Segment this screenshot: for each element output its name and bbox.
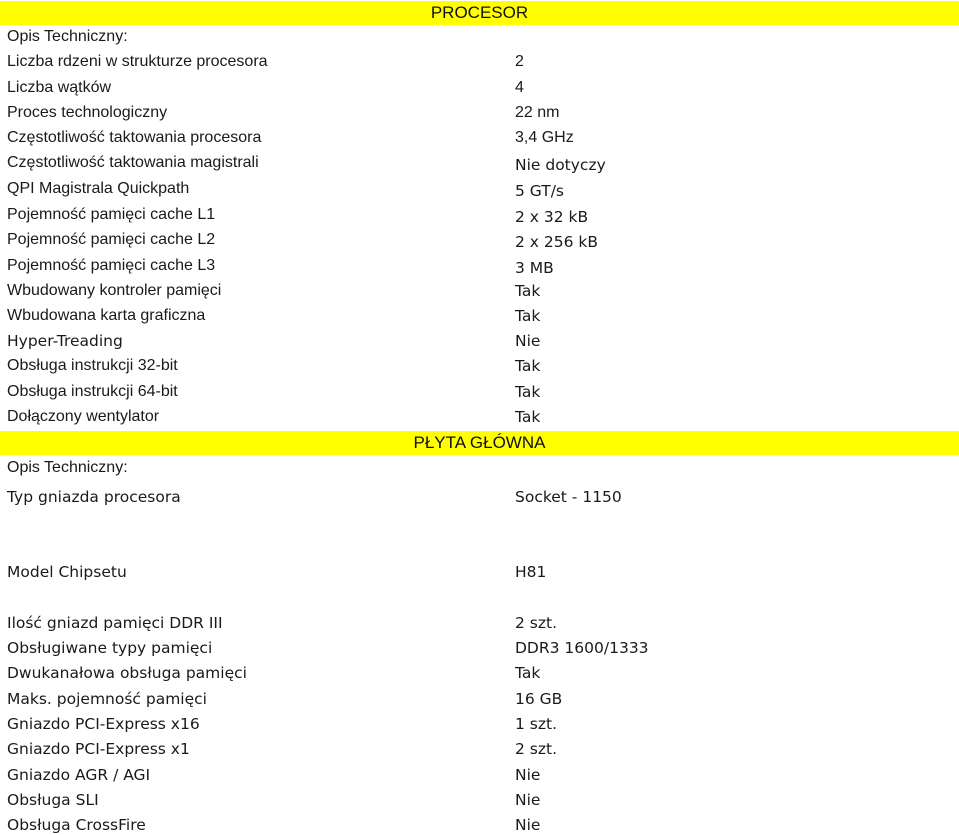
motherboard-row-label: Dwukanałowa obsługa pamięci [7,664,247,682]
processor-row-value: 5 GT/s [515,182,565,200]
motherboard-row-value: DDR3 1600/1333 [515,639,649,657]
motherboard-row-label: Typ gniazda procesora [7,488,181,506]
processor-row-value: 2 [515,53,524,70]
processor-row-label: Częstotliwość taktowania magistrali [7,154,259,171]
processor-row-label: Obsługa instrukcji 32-bit [7,357,178,374]
processor-row-value: Tak [515,282,541,300]
processor-row-label: Dołączony wentylator [7,408,160,425]
processor-row-value: Nie dotyczy [515,156,606,174]
processor-row-label: Częstotliwość taktowania procesora [7,129,262,146]
motherboard-row-value: Tak [515,664,541,682]
motherboard-row-value: 16 GB [515,690,563,708]
processor-row-label: Hyper-Treading [7,332,123,350]
motherboard-row-label: Gniazdo PCI-Express x16 [7,715,200,733]
processor-opis: Opis Techniczny: [7,28,128,45]
motherboard-row-value: Socket - 1150 [515,488,622,506]
motherboard-row-label: Gniazdo PCI-Express x1 [7,740,190,758]
motherboard-row-label: Obsługa CrossFire [7,816,146,834]
processor-row-value: 3,4 GHz [515,129,574,146]
processor-row-label: Liczba wątków [7,79,112,96]
processor-row-value: Nie [515,332,541,350]
processor-row-label: Liczba rdzeni w strukturze procesora [7,53,268,70]
motherboard-opis: Opis Techniczny: [7,459,128,476]
processor-row-label: QPI Magistrala Quickpath [7,180,190,197]
processor-row-value: 3 MB [515,259,554,277]
motherboard-row-label: Ilość gniazd pamięci DDR III [7,614,223,632]
motherboard-row-value: H81 [515,563,547,581]
processor-row-label: Proces technologiczny [7,104,168,121]
motherboard-header: PŁYTA GŁÓWNA [0,431,959,455]
processor-row-value: Tak [515,383,541,401]
processor-row-value: 22 nm [515,104,560,121]
processor-header: PROCESOR [0,1,959,25]
processor-row-value: 2 x 256 kB [515,233,599,251]
processor-row-value: Tak [515,307,541,325]
motherboard-row-label: Model Chipsetu [7,563,127,581]
processor-row-label: Wbudowana karta graficzna [7,307,206,324]
processor-row-label: Pojemność pamięci cache L2 [7,231,216,248]
processor-row-value: Tak [515,357,541,375]
motherboard-row-value: 2 szt. [515,614,558,632]
motherboard-row-value: 2 szt. [515,740,558,758]
processor-row-label: Wbudowany kontroler pamięci [7,282,222,299]
processor-row-label: Obsługa instrukcji 64-bit [7,383,178,400]
motherboard-row-value: Nie [515,816,541,834]
motherboard-row-value: Nie [515,766,541,784]
motherboard-row-value: 1 szt. [515,715,558,733]
motherboard-row-value: Nie [515,791,541,809]
processor-row-label: Pojemność pamięci cache L3 [7,257,216,274]
processor-row-value: Tak [515,408,541,426]
processor-row-label: Pojemność pamięci cache L1 [7,206,216,223]
motherboard-row-label: Obsługa SLI [7,791,99,809]
processor-row-value: 2 x 32 kB [515,208,589,226]
processor-row-value: 4 [515,79,524,96]
motherboard-row-label: Gniazdo AGR / AGI [7,766,151,784]
motherboard-row-label: Maks. pojemność pamięci [7,690,207,708]
motherboard-row-label: Obsługiwane typy pamięci [7,639,213,657]
